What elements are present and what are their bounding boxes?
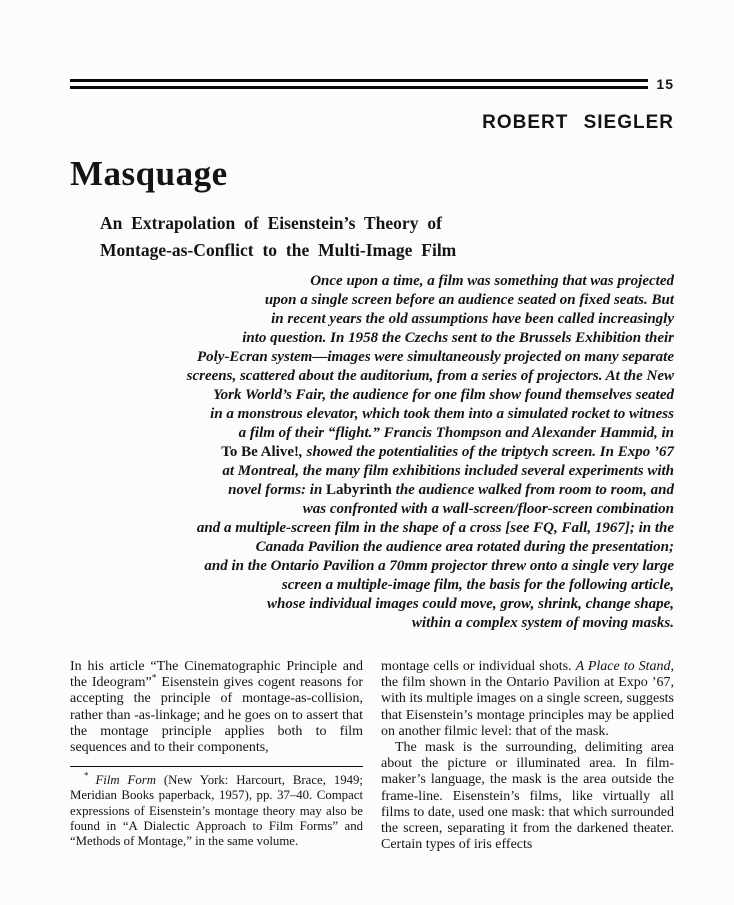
author-byline: ROBERT SIEGLER — [482, 112, 674, 133]
article-subtitle — [100, 210, 674, 264]
text-segment: at Montreal, the many film exhibitions included several experiments with — [222, 463, 674, 479]
subtitle-line-2: Montage-as-Conflict to the Multi-Image Film — [100, 240, 457, 260]
text-segment: screen a multiple-image film, the basis for the following article, — [281, 577, 674, 593]
intro-line — [70, 272, 674, 291]
text-segment: Canada Pavilion the audience area rotated during the presentation; — [255, 539, 674, 555]
page-number: 15 — [656, 76, 674, 92]
article-title: Masquage — [70, 154, 228, 193]
text-segment: screens, scattered about the auditorium, from a series of projectors. At the New — [186, 368, 674, 384]
body-columns — [70, 659, 674, 853]
intro-line — [70, 576, 674, 595]
text-segment: The mask is the surrounding, delimiting area about the picture or illuminated area. In film-maker’s language, the mask is the area outside the frame-line. Eisenstein’s films, like virtually all films to date, used one mask: that which surrounded the screen, separating it from the darkened theater. Certain types of iris effects — [381, 740, 674, 853]
text-segment: , the film shown in the Ontario Pavilion at Expo ’67, with its multiple images on a single screen, suggests that Eisenstein’s montage principles may be applied on another filmic level: that of the mask. — [381, 659, 674, 739]
footnote-rule — [70, 766, 363, 767]
intro-line — [70, 443, 674, 462]
intro-line — [70, 500, 674, 519]
intro-line — [70, 519, 674, 538]
subtitle-line-1: An Extrapolation of Eisenstein’s Theory of — [100, 213, 442, 233]
text-segment: Once upon a time, a film was something that was projected — [310, 273, 674, 289]
text-segment: was confronted with a wall-screen/floor-screen combination — [302, 501, 674, 517]
text-segment: in recent years the old assumptions have been called increasingly — [271, 311, 674, 327]
intro-line — [70, 310, 674, 329]
text-segment: and a multiple-screen film in the shape of a cross [see FQ, Fall, 1967]; in the — [196, 520, 674, 536]
text-segment: whose individual images could move, grow, shrink, change shape, — [267, 596, 674, 612]
intro-line — [70, 424, 674, 443]
intro-line — [70, 614, 674, 633]
text-segment: within a complex system of moving masks. — [411, 615, 674, 631]
right-column-paragraph — [381, 659, 674, 740]
intro-line — [70, 595, 674, 614]
text-segment: A Place to Stand — [575, 659, 671, 674]
intro-line — [70, 538, 674, 557]
text-segment: , showed the potentialities of the triptych screen. In Expo ’67 — [298, 444, 674, 460]
intro-line — [70, 348, 674, 367]
intro-line — [70, 386, 674, 405]
text-segment: Eisenstein gives cogent reasons for accepting the principle of montage-as-collision, rather than -as-linkage; and he goes on to assert that the montage principle applies both to film sequences and to their components, — [70, 675, 363, 756]
intro-line — [70, 405, 674, 424]
text-segment: (New York: Harcourt, Brace, 1949; Meridian Books paperback, 1957), pp. 37–40. Compact expressions of Eisenstein’s montage theory may also be found in “A Dialectic Approach to Film Forms” and “Methods of Montage,” in the same volume. — [70, 773, 363, 849]
intro-line — [70, 329, 674, 348]
intro-line — [70, 367, 674, 386]
text-segment: in a monstrous elevator, which took them into a simulated rocket to witness — [210, 406, 674, 422]
intro-line — [70, 557, 674, 576]
intro-line — [70, 462, 674, 481]
intro-line — [70, 481, 674, 500]
text-segment: the audience walked from room to room, and — [391, 482, 674, 498]
text-segment: upon a single screen before an audience seated on fixed seats. But — [264, 292, 674, 308]
text-segment: * — [84, 770, 96, 781]
text-segment: Labyrinth — [326, 482, 392, 498]
text-segment: To Be Alive! — [221, 444, 299, 460]
text-segment: York World’s Fair, the audience for one film show found themselves seated — [213, 387, 674, 403]
header-rule-row — [70, 76, 674, 92]
text-segment: montage cells or individual shots. — [381, 659, 576, 674]
footnote-text — [70, 770, 363, 849]
right-column — [381, 659, 674, 853]
text-segment: In his article “The Cinematographic Principle and the Ideogram” — [70, 659, 363, 691]
intro-line — [70, 291, 674, 310]
left-column — [70, 659, 363, 853]
text-segment: * — [151, 672, 157, 684]
double-rule — [70, 79, 648, 89]
text-segment: a film of their “flight.” Francis Thompson and Alexander Hammid, in — [238, 425, 674, 441]
left-column-paragraph — [70, 659, 363, 756]
text-segment: into question. In 1958 the Czechs sent to the Brussels Exhibition their — [242, 330, 674, 346]
right-column-paragraph — [381, 740, 674, 853]
text-segment: Film Form — [95, 773, 156, 788]
text-segment: novel forms: in — [228, 482, 327, 498]
text-segment: Poly-Ecran system—images were simultaneously projected on many separate — [196, 349, 674, 365]
intro-block — [70, 272, 674, 633]
text-segment: and in the Ontario Pavilion a 70mm projector threw onto a single very large — [204, 558, 674, 574]
